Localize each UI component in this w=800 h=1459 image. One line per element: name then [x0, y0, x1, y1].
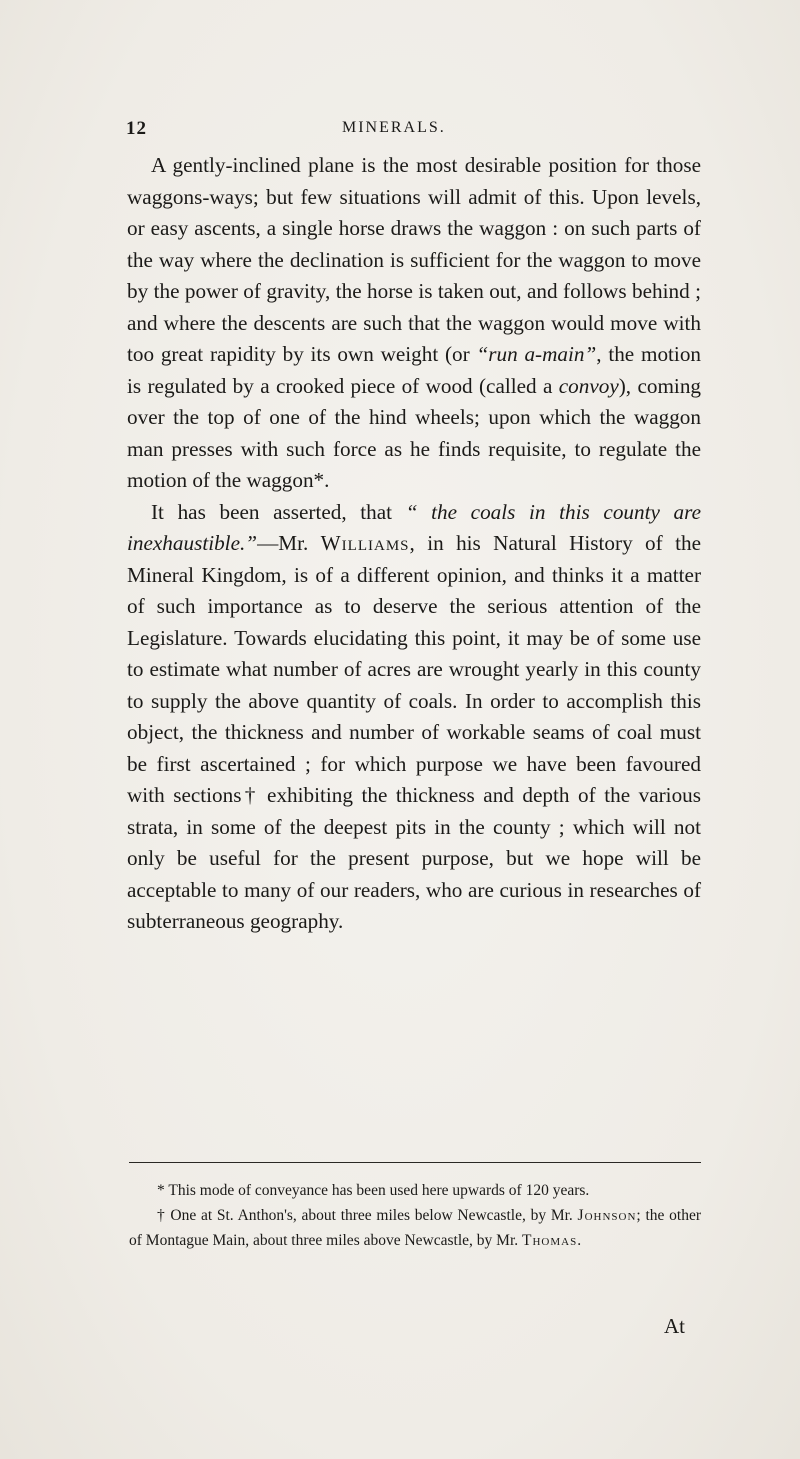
italic-convoy: convoy [558, 373, 619, 398]
name-thomas: Thomas [522, 1232, 578, 1249]
italic-run-main: “run a-main” [476, 342, 597, 366]
footnote-sections [129, 1203, 701, 1253]
footnote-conveyance: * This mode of conveyance has been used here upwards of 120 years. [157, 1182, 590, 1199]
text-run: † One at St. Anthon's, about three miles below Newcastle, by Mr. [157, 1207, 578, 1224]
text-run: ; the other of Montague Main, about three miles above Newcastle, by Mr. [129, 1207, 701, 1249]
body-text [127, 150, 701, 938]
text-run: A gently-inclined plane is the most desirable position for those waggons-ways; but few situations will admit of this. Upon levels, or easy ascents, a single horse draws the waggon : on such parts of the way where the declination is sufficient for the waggon to move by the power of gravity, the horse is taken out, and follows behind ; and where the descents are such that the waggon would move with too great rapidity by its own weight (or [127, 153, 701, 366]
text-run: It has been asserted, that [151, 499, 406, 524]
text-run: ), coming over the top of one of the hind wheels; upon which the waggon man presses with such force as he finds requisite, to regulate the motion of the waggon*. [127, 373, 702, 492]
name-johnson: Johnson [577, 1207, 637, 1224]
paragraph-waggon-ways [127, 150, 701, 497]
catchword: At [664, 1314, 685, 1338]
page-number: 12 [126, 118, 147, 139]
italic-quote: “ the coals in this county are inexhaustible.” [127, 499, 701, 555]
running-head: MINERALS. [342, 119, 446, 136]
text-run: . [577, 1232, 582, 1249]
text-run: —Mr. [257, 531, 321, 555]
page-header [126, 118, 700, 142]
paragraph-coal-supply [127, 497, 701, 938]
text-run: , in his Natural History of the Mineral Kingdom, is of a different opinion, and thinks it a matter of such importance as to deserve the serious attention of the Legislature. Towards elucidating this point, it may be of some use to estimate what number of acres are wrought yearly in this county to supply the above quantity of coals. In order to accomplish this object, the thickness and number of workable seams of coal must be first ascertained ; for which purpose we have been favoured with sections† exhibiting the thickness and depth of the various strata, in some of the deepest pits in the county ; which will not only be useful for the present purpose, but we hope will be acceptable to many of our readers, who are curious in researches of subterraneous geography. [127, 531, 701, 933]
footnotes [129, 1178, 701, 1253]
footnote-divider [129, 1162, 701, 1163]
author-name-williams: Williams [320, 531, 410, 555]
text-run: , the motion is regulated by a crooked piece of wood (called a [127, 342, 702, 398]
